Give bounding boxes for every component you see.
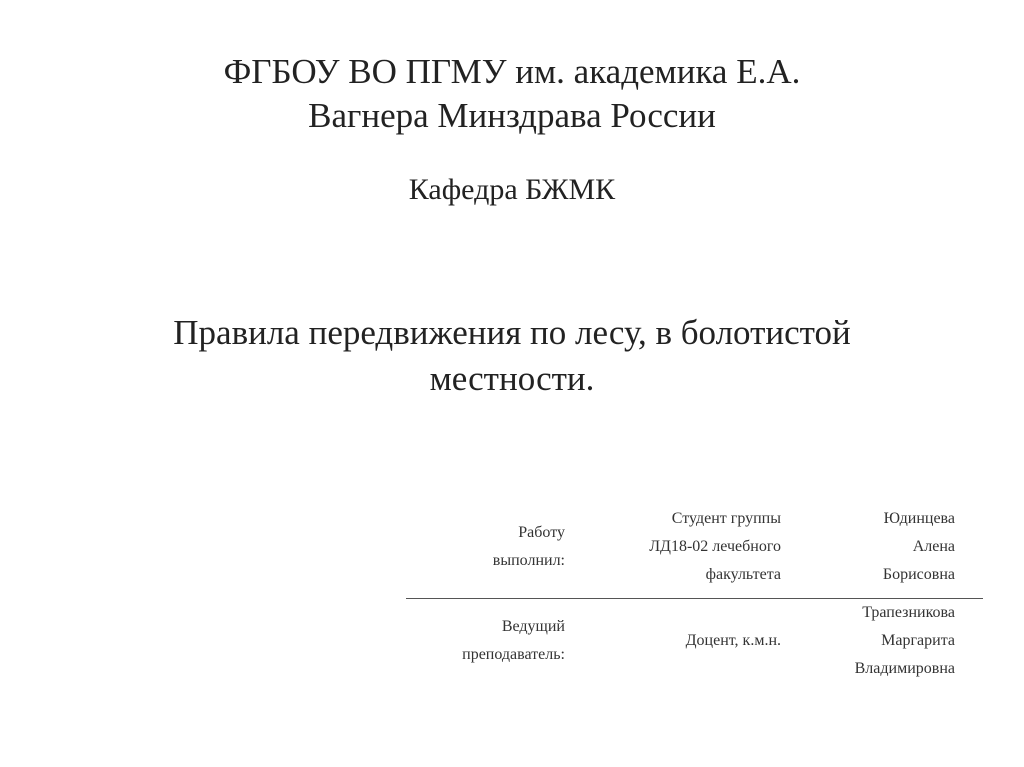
student-name-line: Юдинцева (883, 510, 955, 527)
student-group-line: Студент группы (671, 510, 781, 527)
institution-title-line-2: Вагнера Минздрава России (308, 96, 716, 135)
instructor-label-line: Ведущий (501, 618, 565, 635)
instructor-name-line: Маргарита (881, 632, 955, 649)
instructor-name-line: Владимировна (854, 660, 955, 677)
student-label-line: выполнил: (492, 552, 565, 569)
instructor-title-line: Доцент, к.м.н. (685, 632, 781, 649)
student-label (493, 519, 565, 575)
instructor-label (462, 613, 565, 669)
student-group-line: ЛД18-02 лечебного (649, 538, 781, 555)
student-group (649, 505, 781, 589)
institution-title-line-1: ФГБОУ ВО ПГМУ им. академика Е.А. (223, 52, 801, 91)
student-group-line: факультета (705, 566, 781, 583)
student-name (883, 505, 955, 589)
student-label-line: Работу (518, 524, 565, 541)
instructor-name-line: Трапезникова (862, 604, 955, 621)
instructor-label-line: преподаватель: (462, 646, 565, 663)
student-name-line: Борисовна (882, 566, 955, 583)
department-name: Кафедра БЖМК (408, 173, 616, 206)
topic-title-line-1: Правила передвижения по лесу, в болотистой (173, 313, 851, 352)
instructor-title (686, 627, 781, 655)
topic-title-line-2: местности. (429, 359, 595, 398)
instructor-name (855, 599, 955, 683)
student-name-line: Алена (912, 538, 955, 555)
